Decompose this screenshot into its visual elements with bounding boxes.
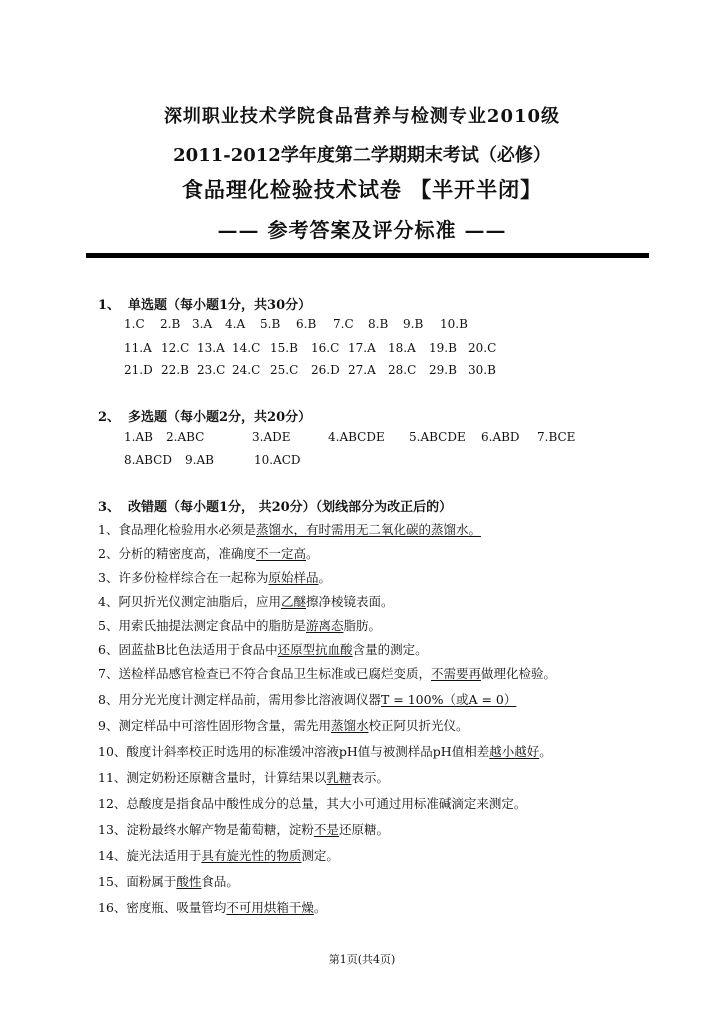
answer: 25.C <box>270 363 299 377</box>
answer: 12.C <box>161 341 190 355</box>
corrected-text: 乳糖 <box>326 770 352 785</box>
corrected-text: 还原型抗血酸 <box>277 642 353 657</box>
corrected-text: 不一定高 <box>255 546 306 561</box>
section-corrections <box>98 496 452 515</box>
answer: 17.A <box>348 341 376 355</box>
answer: 3.A <box>192 317 213 331</box>
title-line-3: 食品理化检验技术试卷 【半开半闭】 <box>181 177 543 202</box>
correction-item: 10、酸度计斜率校正时选用的标准缓冲溶液pH值与被测样品pH值相差越小越好。 <box>98 744 552 759</box>
answer: 3.ADE <box>252 430 291 444</box>
correction-item: 8、用分光光度计测定样品前，需用参比溶液调仪器T = 100%（或A = 0） <box>98 692 517 707</box>
answer: 2.ABC <box>166 430 205 444</box>
answer: 5.ABCDE <box>409 430 466 444</box>
correction-item: 6、固蓝盐B比色法适用于食品中还原型抗血酸含量的测定。 <box>98 642 428 657</box>
correction-item: 5、用索氏抽提法测定食品中的脂肪是游离态脂肪。 <box>98 618 381 633</box>
answer: 1.AB <box>124 430 153 444</box>
answer: 23.C <box>197 363 226 377</box>
answer: 30.B <box>468 363 496 377</box>
corrected-text: 乙醚 <box>280 594 306 609</box>
answer: 2.B <box>160 317 181 331</box>
answer: 7.BCE <box>537 430 576 444</box>
answer: 15.B <box>270 341 298 355</box>
answer: 19.B <box>429 341 457 355</box>
answer: 28.C <box>388 363 417 377</box>
answer: 27.A <box>348 363 376 377</box>
answer: 13.A <box>197 341 225 355</box>
section-number: 2、 <box>98 410 121 425</box>
answer: 9.AB <box>185 453 214 467</box>
correction-item: 4、阿贝折光仪测定油脂后，应用乙醚擦净棱镜表面。 <box>98 594 394 609</box>
corrected-text: 蒸馏水，有时需用无二氧化碳的蒸馏水。 <box>255 522 481 537</box>
answer: 1.C <box>124 317 145 331</box>
corrected-text: 不可用烘箱干燥 <box>226 900 314 915</box>
answer: 16.C <box>311 341 340 355</box>
section-title: 单选题（每小题1分，共30分） <box>128 298 312 313</box>
answer: 26.D <box>311 363 340 377</box>
answer: 10.ACD <box>254 453 301 467</box>
answer: 6.B <box>296 317 317 331</box>
corrected-text: 不需要再 <box>430 666 481 681</box>
correction-item: 1、食品理化检验用水必须是蒸馏水，有时需用无二氧化碳的蒸馏水。 <box>98 522 481 537</box>
answer: 18.A <box>388 341 416 355</box>
answer: 22.B <box>161 363 189 377</box>
section-single-choice <box>98 294 311 313</box>
correction-item: 16、密度瓶、吸量管均不可用烘箱干燥。 <box>98 900 327 915</box>
title-line-2: 2011-2012学年度第二学期期末考试（必修） <box>173 145 551 166</box>
corrected-text: T = 100%（或A = 0） <box>380 692 517 707</box>
corrected-text: 游离态 <box>305 618 344 633</box>
correction-item: 2、分析的精密度高，准确度不一定高。 <box>98 546 319 561</box>
corrected-text: 不是 <box>313 822 339 837</box>
answer: 6.ABD <box>481 430 520 444</box>
corrected-text: 蒸馏水 <box>330 718 369 733</box>
header-divider <box>86 253 649 258</box>
answer: 20.C <box>468 341 497 355</box>
answer: 10.B <box>440 317 468 331</box>
answer: 7.C <box>333 317 354 331</box>
page-footer: 第1页(共4页) <box>328 953 396 966</box>
corrected-text: 酸性 <box>176 874 202 889</box>
correction-item: 13、淀粉最终水解产物是葡萄糖，淀粉不是还原糖。 <box>98 822 389 837</box>
answer: 8.ABCD <box>124 453 172 467</box>
correction-item: 11、测定奶粉还原糖含量时，计算结果以乳糖表示。 <box>98 770 389 785</box>
answer: 24.C <box>232 363 261 377</box>
corrected-text: 具有旋光性的物质 <box>201 848 302 863</box>
correction-item: 9、测定样品中可溶性固形物含量，需先用蒸馏水校正阿贝折光仪。 <box>98 718 469 733</box>
answer: 8.B <box>368 317 389 331</box>
title-line-1: 深圳职业技术学院食品营养与检测专业2010级 <box>163 106 561 127</box>
section-number: 3、 <box>98 500 121 515</box>
section-number: 1、 <box>98 298 121 313</box>
correction-item: 3、许多份检样综合在一起称为原始样品。 <box>98 570 331 585</box>
answer: 4.ABCDE <box>328 430 385 444</box>
title-line-4: —— 参考答案及评分标准 —— <box>217 218 507 242</box>
answer: 4.A <box>225 317 246 331</box>
answer: 21.D <box>124 363 153 377</box>
section-title: 多选题（每小题2分，共20分） <box>128 410 312 425</box>
answer: 11.A <box>124 341 152 355</box>
correction-item: 15、面粉属于酸性食品。 <box>98 874 239 889</box>
corrected-text: 原始样品 <box>268 570 319 585</box>
answer: 9.B <box>403 317 424 331</box>
section-title: 改错题（每小题1分， 共20分）（划线部分为改正后的） <box>128 500 453 515</box>
answer: 14.C <box>232 341 261 355</box>
correction-item: 7、送检样品感官检查已不符合食品卫生标准或已腐烂变质，不需要再做理化检验。 <box>98 666 556 681</box>
correction-item: 12、总酸度是指食品中酸性成分的总量，其大小可通过用标准碱滴定来测定。 <box>98 796 527 811</box>
answer: 29.B <box>429 363 457 377</box>
section-multi-choice <box>98 406 311 425</box>
correction-item: 14、旋光法适用于具有旋光性的物质测定。 <box>98 848 339 863</box>
answer: 5.B <box>260 317 281 331</box>
corrected-text: 越小越好 <box>489 744 540 759</box>
